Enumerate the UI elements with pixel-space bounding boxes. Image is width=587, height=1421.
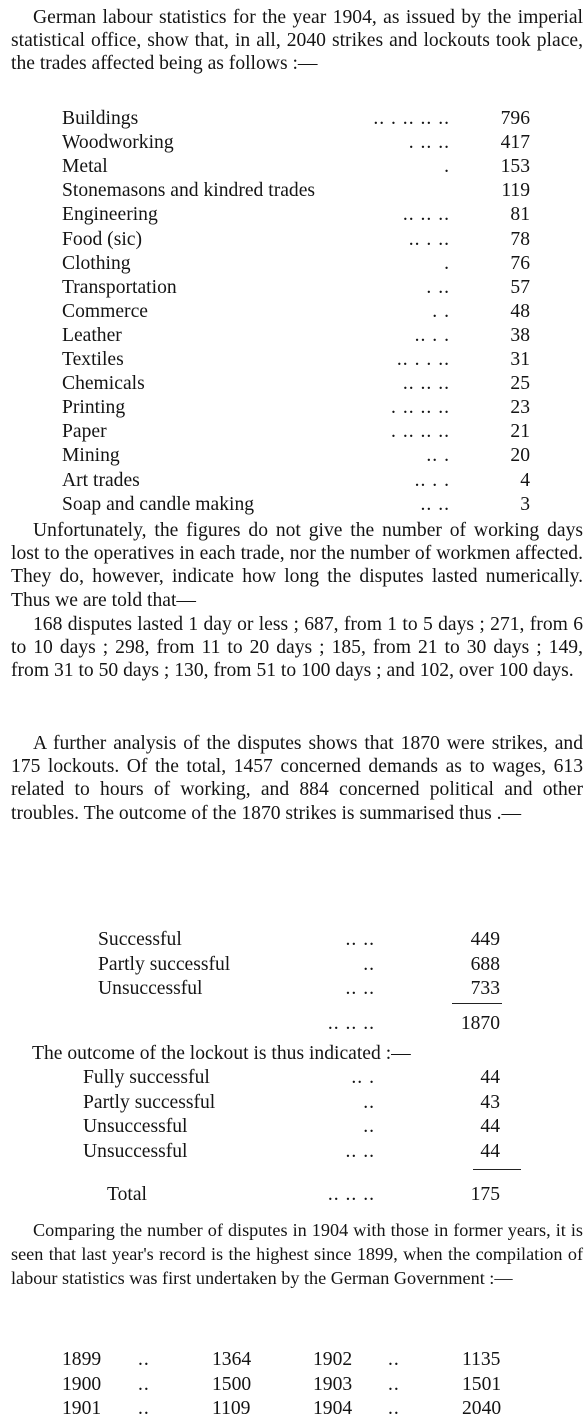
- outcome-label: Fully successful: [83, 1067, 210, 1088]
- leader-dots: .. .. ..: [402, 373, 450, 395]
- leader-dots: . .. ..: [408, 132, 450, 154]
- trade-count: 3: [520, 493, 530, 515]
- outcome-value: 43: [480, 1091, 500, 1113]
- trade-name: Paper: [62, 421, 107, 443]
- trade-row: [0, 493, 587, 517]
- trade-name: Woodworking: [62, 132, 174, 154]
- lockout-outcome-row: [0, 1066, 587, 1090]
- trade-name: Food (sic): [62, 228, 143, 250]
- leader-dots: ..: [138, 1349, 150, 1370]
- trade-name: Soap and candle making: [62, 493, 255, 515]
- trade-count: 78: [510, 228, 530, 250]
- strike-outcome-row: [0, 977, 587, 1001]
- year-label: 1904: [313, 1398, 353, 1419]
- trade-count: 153: [500, 156, 530, 178]
- leader-dots: .. .. ..: [402, 204, 450, 226]
- lockout-intro: The outcome of the lockout is thus indicated :—: [32, 1043, 411, 1064]
- trade-count: 21: [510, 421, 530, 443]
- trade-row: [0, 444, 587, 468]
- trade-row: [0, 276, 587, 300]
- leader-dots: .. ..: [345, 929, 375, 950]
- trade-row: [0, 396, 587, 420]
- year-label: 1900: [62, 1373, 102, 1395]
- trade-row: [0, 469, 587, 493]
- year-value: 2040: [462, 1398, 502, 1419]
- trade-name: Textiles: [62, 349, 124, 370]
- trade-row: [0, 203, 587, 227]
- leader-dots: .: [444, 252, 450, 274]
- trade-name: Engineering: [62, 204, 158, 226]
- trade-count: 81: [510, 204, 530, 226]
- strike-outcome-row: [0, 953, 587, 977]
- outcome-value: 44: [480, 1116, 500, 1137]
- outcome-value: 44: [480, 1140, 500, 1162]
- leader-dots: ..: [138, 1398, 150, 1419]
- leader-dots: .. .. ..: [327, 1013, 375, 1034]
- year-value: 1135: [462, 1349, 501, 1370]
- working-days-paragraph: Unfortunately, the figures do not give the number of working days lost to the operatives in each trade, nor the number of workmen affected. They do, however, indicate how long the disputes lasted numerically. Thus we are told that—: [11, 520, 583, 611]
- trade-count: 38: [510, 324, 530, 346]
- trade-name: Art trades: [62, 469, 140, 491]
- trade-row: [0, 348, 587, 372]
- lockouts-total-row: [0, 1183, 587, 1207]
- leader-dots: .. . .. .. ..: [373, 108, 450, 129]
- trade-name: Printing: [62, 397, 126, 419]
- trade-count: 4: [520, 469, 530, 491]
- outcome-label: Successful: [98, 929, 182, 950]
- trade-row: [0, 372, 587, 396]
- trade-count: 76: [510, 252, 530, 274]
- leader-dots: .. .. ..: [327, 1184, 375, 1205]
- year-label: 1902: [313, 1349, 353, 1370]
- year-label: 1899: [62, 1349, 102, 1370]
- trade-row: [0, 179, 587, 203]
- leader-dots: . .. .. ..: [391, 421, 450, 443]
- trade-name: Commerce: [62, 300, 148, 322]
- leader-dots: .. . ..: [408, 228, 450, 250]
- trade-row: [0, 107, 587, 131]
- trade-count: 119: [501, 180, 530, 202]
- leader-dots: .. . .: [414, 469, 450, 491]
- leader-dots: .. ..: [420, 493, 450, 515]
- total-label: Total: [107, 1184, 147, 1205]
- outcome-label: Partly successful: [83, 1091, 216, 1113]
- trade-name: Mining: [62, 445, 120, 467]
- trade-row: [0, 252, 587, 276]
- comparison-paragraph: Comparing the number of disputes in 1904 with those in former years, it is seen that last year's record is the highest since 1899, when the compilation of labour statistics was first undertaken by the German Government :—: [11, 1220, 583, 1288]
- leader-dots: ..: [388, 1398, 400, 1419]
- year-value: 1364: [212, 1349, 252, 1370]
- year-value: 1500: [212, 1373, 252, 1395]
- trade-count: 417: [500, 132, 530, 154]
- year-label: 1901: [62, 1398, 102, 1419]
- trade-count: 20: [510, 445, 530, 467]
- outcome-value: 733: [470, 978, 500, 999]
- trade-row: [0, 420, 587, 444]
- outcome-label: Unsuccessful: [83, 1116, 188, 1137]
- trade-count: 796: [500, 108, 530, 129]
- total-value: 1870: [460, 1013, 500, 1034]
- trade-count: 31: [510, 349, 530, 370]
- year-row: [0, 1373, 587, 1397]
- trade-row: [0, 324, 587, 348]
- leader-dots: ..: [388, 1373, 400, 1395]
- leader-dots: ..: [388, 1349, 400, 1370]
- trade-name: Leather: [62, 324, 122, 346]
- leader-dots: . .. .. ..: [391, 397, 450, 419]
- intro-paragraph: German labour statistics for the year 1904, as issued by the imperial statistical office, show that, in all, 2040 strikes and lockouts took place, the trades affected being as follows :—: [11, 7, 583, 75]
- trade-name: Chemicals: [62, 373, 145, 395]
- trade-name: Buildings: [62, 108, 139, 129]
- lockout-outcome-row: [0, 1140, 587, 1164]
- trade-row: [0, 300, 587, 324]
- trade-count: 23: [510, 397, 530, 419]
- durations-paragraph: 168 disputes lasted 1 day or less ; 687, from 1 to 5 days ; 271, from 6 to 10 days ; 298, from 11 to 20 days ; 185, from 21 to 30 days ; 149, from 31 to 50 days ; 130, from 51 to 100 days ; and 102, over 100 days.: [11, 614, 583, 682]
- outcome-label: Partly successful: [98, 953, 231, 975]
- outcome-value: 449: [470, 929, 500, 950]
- trade-row: [0, 131, 587, 155]
- year-label: 1903: [313, 1373, 353, 1395]
- trade-count: 48: [510, 300, 530, 322]
- year-row: [0, 1348, 587, 1372]
- outcome-value: 688: [470, 953, 500, 975]
- strike-outcome-row: [0, 928, 587, 952]
- analysis-paragraph: A further analysis of the disputes shows that 1870 were strikes, and 175 lockouts. Of the total, 1457 concerned demands as to wages, 613 related to hours of working, and 884 concerned political and other troubles. The outcome of the 1870 strikes is summarised thus .—: [11, 733, 583, 824]
- leader-dots: . ..: [426, 276, 450, 298]
- sum-rule: [452, 1003, 502, 1004]
- leader-dots: .. . . ..: [396, 349, 450, 370]
- outcome-value: 44: [480, 1067, 500, 1088]
- trade-count: 57: [510, 276, 530, 298]
- lockout-outcome-row: [0, 1115, 587, 1139]
- leader-dots: .. ..: [345, 978, 375, 999]
- strikes-total-row: [0, 1012, 587, 1036]
- year-row: [0, 1397, 587, 1421]
- trade-name: Stonemasons and kindred trades: [62, 180, 316, 202]
- leader-dots: .. .: [426, 445, 450, 467]
- trade-count: 25: [510, 373, 530, 395]
- trade-row: [0, 228, 587, 252]
- leader-dots: ..: [138, 1373, 150, 1395]
- leader-dots: .: [444, 156, 450, 178]
- outcome-label: Unsuccessful: [83, 1140, 188, 1162]
- trade-name: Transportation: [62, 276, 177, 298]
- leader-dots: ..: [363, 1116, 375, 1137]
- lockout-outcome-row: [0, 1091, 587, 1115]
- trade-row: [0, 155, 587, 179]
- year-value: 1501: [462, 1373, 502, 1395]
- leader-dots: .. .: [351, 1067, 375, 1088]
- total-value: 175: [470, 1184, 500, 1205]
- sum-rule: [473, 1169, 521, 1170]
- trade-name: Metal: [62, 156, 108, 178]
- year-value: 1109: [212, 1398, 251, 1419]
- trade-name: Clothing: [62, 252, 131, 274]
- leader-dots: ..: [363, 1091, 375, 1113]
- leader-dots: .. ..: [345, 1140, 375, 1162]
- leader-dots: ..: [363, 953, 375, 975]
- leader-dots: . .: [432, 300, 450, 322]
- outcome-label: Unsuccessful: [98, 978, 203, 999]
- leader-dots: .. . .: [414, 324, 450, 346]
